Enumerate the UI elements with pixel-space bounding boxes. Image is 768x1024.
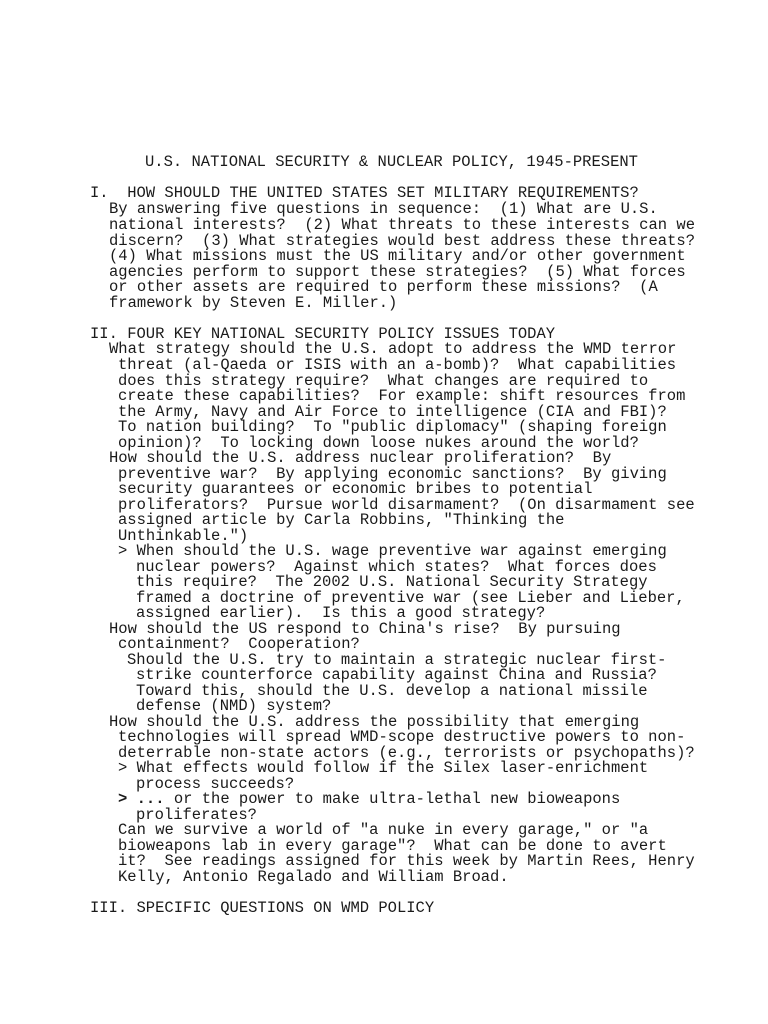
question-2-line: assigned article by Carla Robbins, "Thinking the — [118, 511, 565, 529]
question-3-line: containment? Cooperation? — [118, 635, 360, 653]
section-1-line: (4) What missions must the US military and/or other government — [109, 247, 686, 265]
question-2-subpoint-line: > When should the U.S. wage preventive war against emerging — [118, 542, 667, 560]
question-2-line: preventive war? By applying economic sanctions? By giving — [118, 465, 667, 483]
question-2-line: How should the U.S. address nuclear proliferation? By — [109, 449, 612, 467]
question-4-line: How should the U.S. address the possibility that emerging — [109, 713, 640, 731]
question-2-subpoint-line: assigned earlier). Is this a good strategy? — [136, 604, 546, 622]
question-2-line: proliferators? Pursue world disarmament? (On disarmament see — [118, 496, 695, 514]
section-1-heading: I. HOW SHOULD THE UNITED STATES SET MILITARY REQUIREMENTS? — [90, 184, 639, 202]
section-1-line: discern? (3) What strategies would best address these threats? — [109, 232, 695, 250]
question-3-subpoint-line: Should the U.S. try to maintain a strategic nuclear first- — [127, 651, 667, 669]
question-4-tail-line: bioweapons lab in every garage"? What can be done to avert — [118, 837, 667, 855]
question-2-subpoint-line: this require? The 2002 U.S. National Security Strategy — [136, 573, 648, 591]
question-1-line: the Army, Navy and Air Force to intelligence (CIA and FBI)? — [118, 403, 667, 421]
section-3-heading: III. SPECIFIC QUESTIONS ON WMD POLICY — [90, 899, 435, 917]
question-1-line: does this strategy require? What changes are required to — [118, 372, 649, 390]
question-4-tail-line: Can we survive a world of "a nuke in every garage," or "a — [118, 821, 649, 839]
question-2-line: Unthinkable.") — [118, 527, 249, 545]
section-2-heading: II. FOUR KEY NATIONAL SECURITY POLICY ISSUES TODAY — [90, 325, 556, 343]
question-4-line: technologies will spread WMD-scope destructive powers to non- — [118, 728, 686, 746]
question-3-line: How should the US respond to China's rise? By pursuing — [109, 620, 621, 638]
question-4-subpoint-line — [118, 791, 620, 807]
question-1-line: What strategy should the U.S. adopt to address the WMD terror — [109, 340, 677, 358]
question-1-line: To nation building? To "public diplomacy" (shaping foreign — [118, 418, 667, 436]
question-4-subpoint-line: > What effects would follow if the Silex laser-enrichment — [118, 759, 649, 777]
question-3-subpoint-line: strike counterforce capability against China and Russia? — [136, 666, 657, 684]
section-1-line: or other assets are required to perform these missions? (A — [109, 278, 658, 296]
question-4-subpoint-line: process succeeds? — [136, 775, 295, 793]
question-2-subpoint-line: nuclear powers? Against which states? What forces does — [136, 558, 657, 576]
document-title: U.S. NATIONAL SECURITY & NUCLEAR POLICY, 1945-PRESENT — [145, 153, 638, 171]
question-3-subpoint-line: defense (NMD) system? — [136, 697, 332, 715]
section-1-line: framework by Steven E. Miller.) — [109, 294, 398, 312]
section-1-line: national interests? (2) What threats to these interests can we — [109, 216, 695, 234]
question-2-line: security guarantees or economic bribes to potential — [118, 480, 593, 498]
question-4-subpoint-line: proliferates? — [136, 806, 257, 824]
question-4-line: deterrable non-state actors (e.g., terrorists or psychopaths)? — [118, 744, 695, 762]
question-2-subpoint-line: framed a doctrine of preventive war (see Lieber and Lieber, — [136, 589, 685, 607]
bold-marker: > ... — [118, 790, 165, 808]
question-4-tail-line: it? See readings assigned for this week by Martin Rees, Henry — [118, 852, 695, 870]
section-1-line: By answering five questions in sequence: (1) What are U.S. — [109, 200, 658, 218]
section-1-line: agencies perform to support these strategies? (5) What forces — [109, 263, 686, 281]
question-1-line: opinion)? To locking down loose nukes around the world? — [118, 434, 639, 452]
subpoint-text: or the power to make ultra-lethal new bioweapons — [164, 790, 621, 808]
question-3-subpoint-line: Toward this, should the U.S. develop a national missile — [136, 682, 648, 700]
question-1-line: threat (al-Qaeda or ISIS with an a-bomb)? What capabilities — [118, 356, 677, 374]
question-4-tail-line: Kelly, Antonio Regalado and William Broad. — [118, 868, 509, 886]
question-1-line: create these capabilities? For example: shift resources from — [118, 387, 686, 405]
